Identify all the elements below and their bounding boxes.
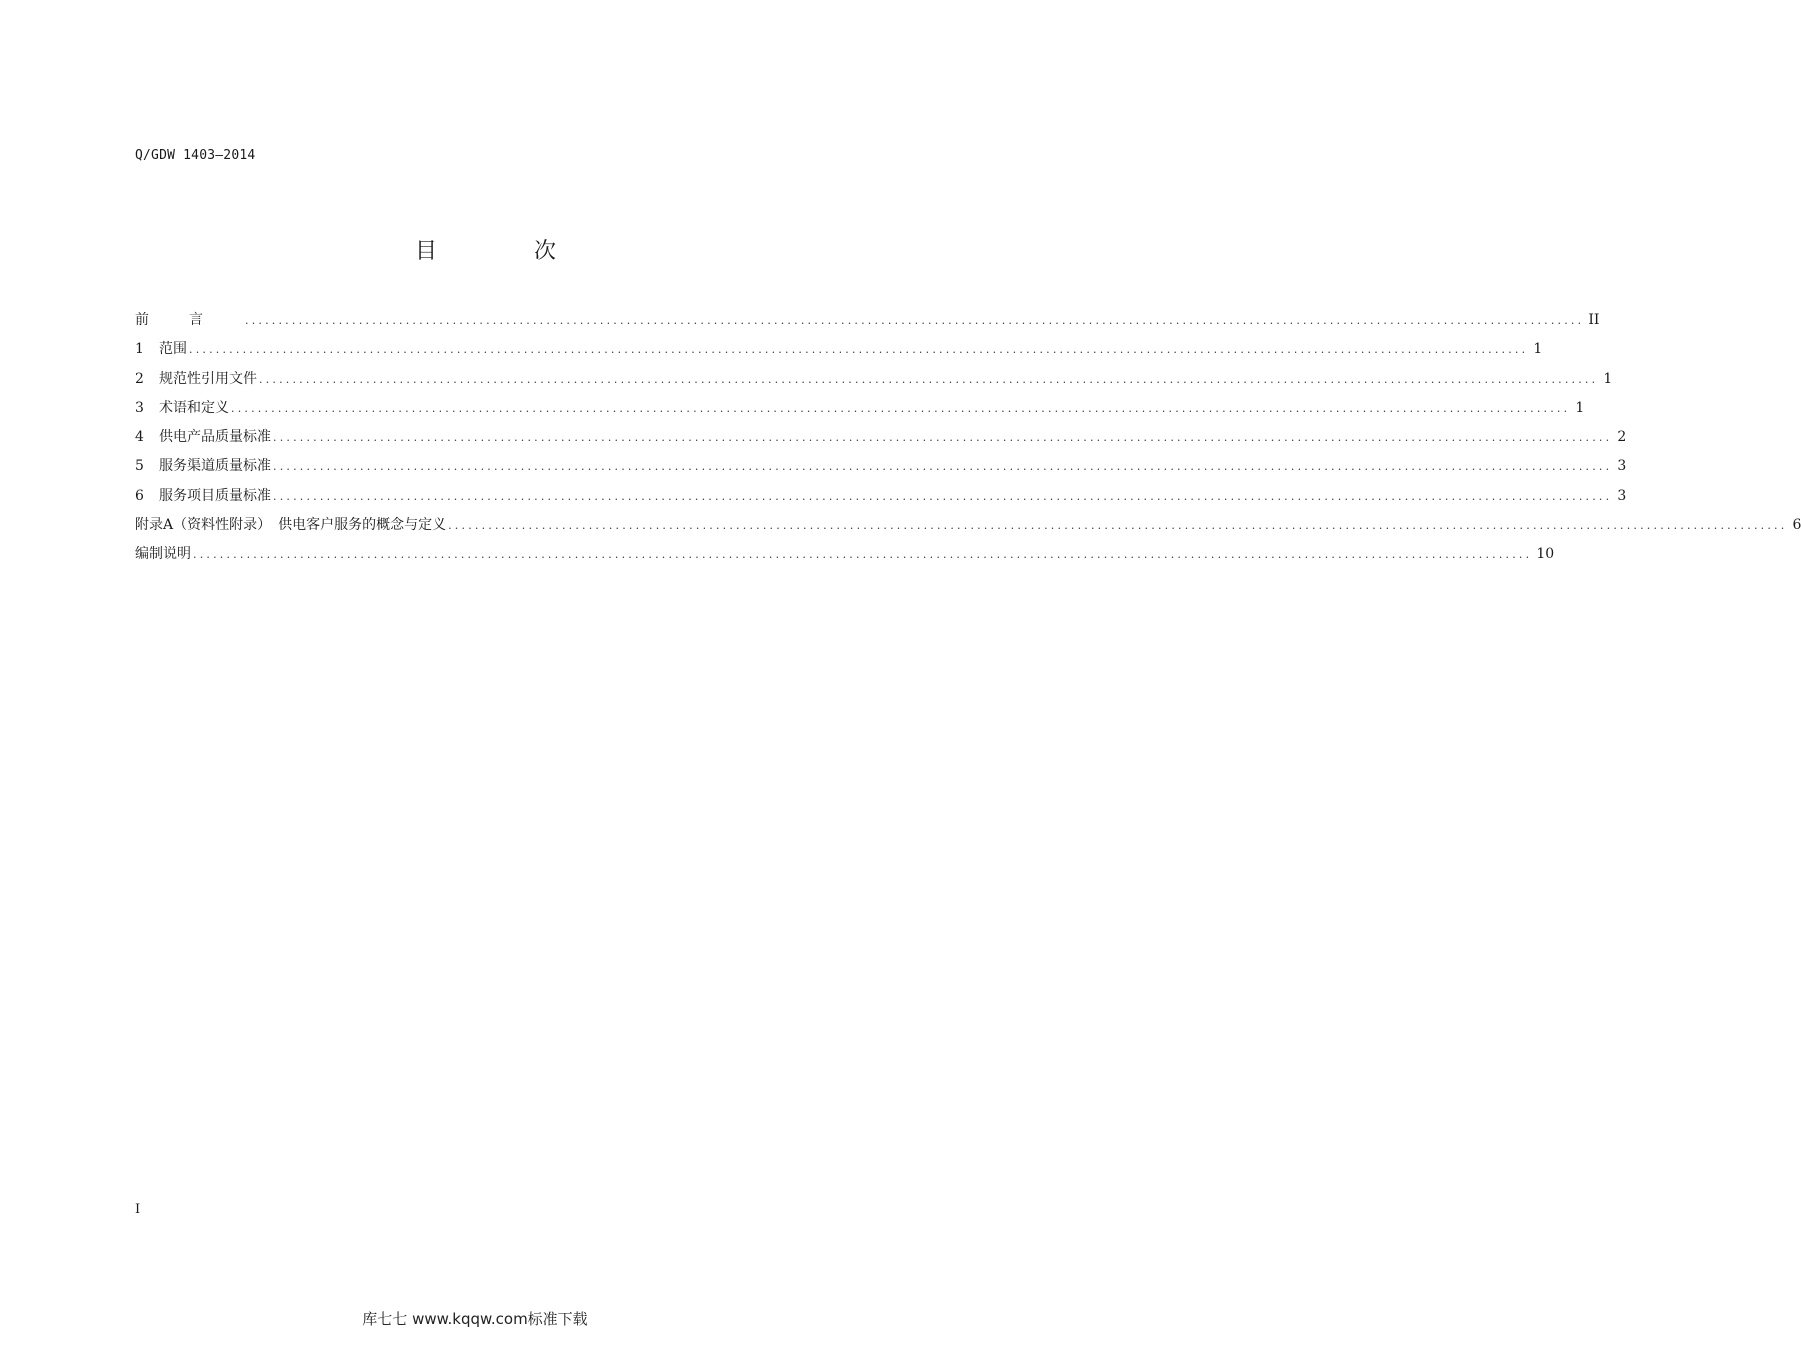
toc-entry-label: 规范性引用文件 (159, 370, 257, 387)
toc-entry-label: 服务渠道质量标准 (159, 458, 271, 475)
document-code: Q/GDW 1403—2014 (135, 148, 256, 163)
toc-leader-dots: ........................................................................................................................................................................................................ (245, 314, 1585, 327)
toc-entry-normative-references[interactable] (135, 368, 1613, 397)
toc-entry-label: 服务项目质量标准 (159, 487, 271, 504)
toc-leader-dots: ........................................................................................................................................................................................................ (273, 431, 1613, 445)
page-number: I (135, 1202, 141, 1217)
toc-entry-label: 供电产品质量标准 (159, 429, 271, 446)
toc-entry-power-supply-quality[interactable] (135, 426, 1627, 455)
toc-entry-page: II (1588, 312, 1600, 328)
toc-entry-page: 6 (1792, 517, 1801, 534)
toc-leader-dots: ........................................................................................................................................................................................................ (273, 460, 1613, 474)
toc-entry-service-channel-quality[interactable] (135, 455, 1627, 484)
toc-entry-scope[interactable] (135, 338, 1543, 367)
toc-entry-number: 2 (135, 370, 144, 387)
toc-entry-page: 10 (1536, 546, 1555, 563)
toc-leader-dots: ........................................................................................................................................................................................................ (259, 372, 1599, 386)
toc-entry-number: 3 (135, 399, 144, 416)
toc-leader-dots: ........................................................................................................................................................................................................ (273, 489, 1613, 503)
toc-entry-number: 4 (135, 429, 144, 446)
toc-entry-label: 术语和定义 (159, 399, 229, 416)
toc-entry-label: 前言 (135, 312, 243, 328)
toc-entry-page: 1 (1533, 341, 1543, 358)
toc-entry-page: 3 (1617, 458, 1627, 475)
table-of-contents (135, 309, 1801, 573)
toc-entry-compilation-notes[interactable] (135, 543, 1555, 572)
toc-entry-number: 6 (135, 487, 144, 504)
toc-title-char-1: 目 (415, 239, 438, 264)
toc-title (0, 234, 950, 268)
toc-entry-service-item-quality[interactable] (135, 485, 1627, 514)
toc-entry-preface[interactable] (135, 309, 1600, 338)
toc-entry-terms-definitions[interactable] (135, 397, 1585, 426)
toc-entry-page: 1 (1603, 370, 1613, 387)
toc-entry-page: 2 (1617, 429, 1627, 446)
toc-entry-page: 1 (1575, 399, 1585, 416)
toc-entry-label: 附录A（资料性附录） 供电客户服务的概念与定义 (135, 517, 447, 534)
toc-leader-dots: ........................................................................................................................................................................................................ (231, 401, 1571, 415)
toc-leader-dots: ........................................................................................................................................................................................................ (448, 519, 1788, 533)
toc-entry-label: 编制说明 (135, 546, 191, 563)
toc-entry-label: 范围 (159, 341, 187, 358)
toc-leader-dots: ........................................................................................................................................................................................................ (193, 548, 1533, 562)
toc-leader-dots: ........................................................................................................................................................................................................ (189, 343, 1529, 357)
toc-entry-appendix-a[interactable] (135, 514, 1801, 543)
toc-entry-number: 1 (135, 341, 144, 358)
toc-entry-page: 3 (1617, 487, 1627, 504)
toc-title-char-2: 次 (534, 239, 557, 264)
toc-entry-number: 5 (135, 458, 144, 475)
footer-watermark: 库七七 www.kqqw.com标准下载 (362, 1310, 588, 1328)
